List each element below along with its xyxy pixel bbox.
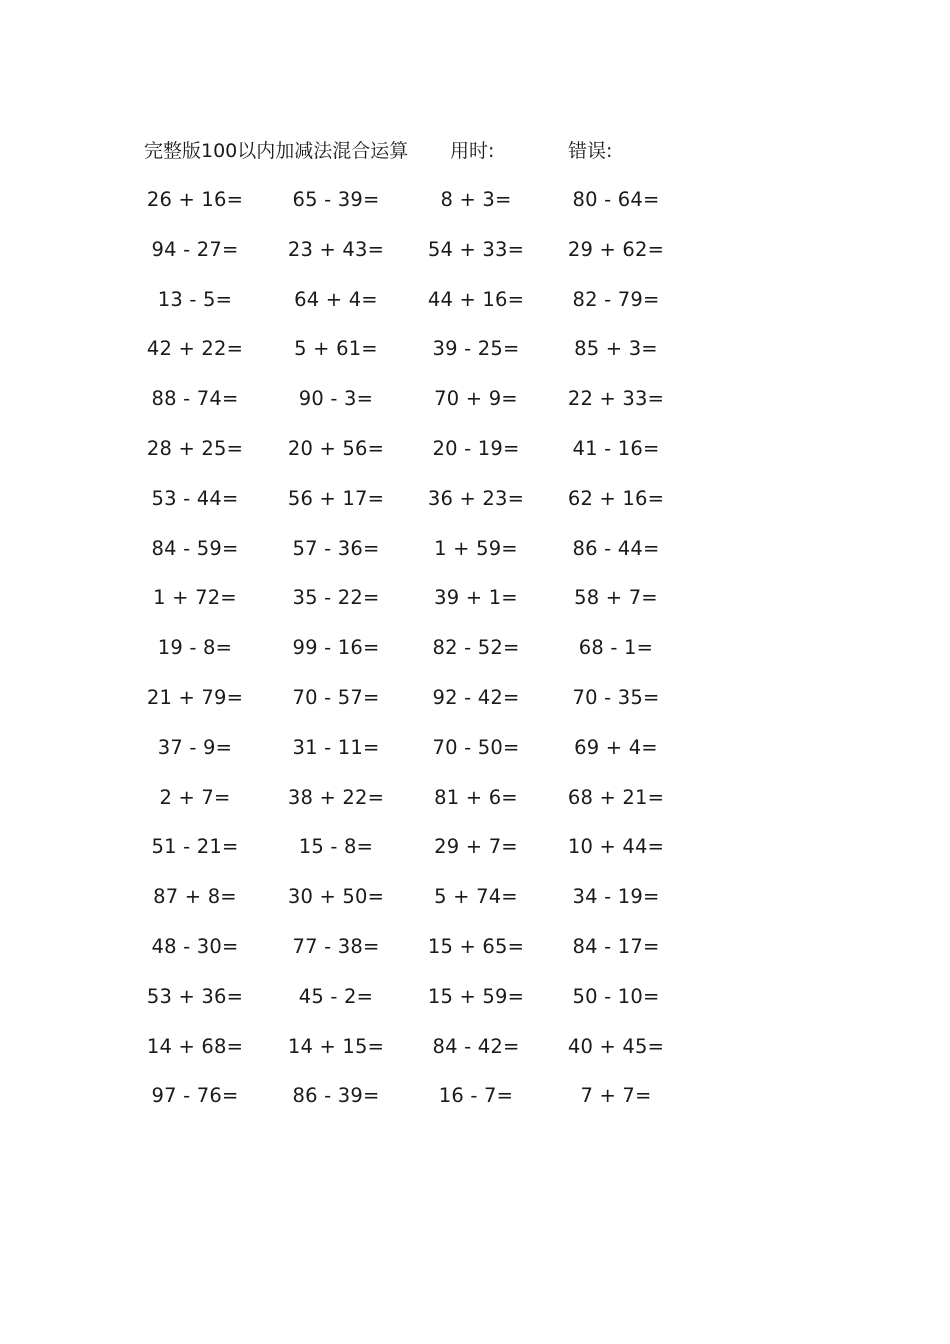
math-problem: 7 + 7= bbox=[580, 1084, 652, 1108]
math-problem: 56 + 17= bbox=[287, 486, 385, 510]
math-problem: 39 - 25= bbox=[432, 337, 520, 361]
math-problem: 77 - 38= bbox=[292, 934, 380, 958]
math-problem: 15 - 8= bbox=[298, 835, 374, 859]
errors-label: 错误: bbox=[568, 140, 613, 162]
problem-row bbox=[0, 185, 950, 235]
math-problem: 57 - 36= bbox=[292, 536, 380, 560]
math-problem: 69 + 4= bbox=[574, 735, 658, 759]
math-problem: 84 - 59= bbox=[151, 536, 239, 560]
problem-row bbox=[0, 484, 950, 534]
math-problem: 88 - 74= bbox=[151, 387, 239, 411]
math-problem: 99 - 16= bbox=[292, 636, 380, 660]
math-problem: 84 - 17= bbox=[572, 934, 660, 958]
math-problem: 29 + 62= bbox=[567, 237, 665, 261]
math-problem: 40 + 45= bbox=[567, 1034, 665, 1058]
math-problem: 54 + 33= bbox=[427, 237, 525, 261]
problem-row bbox=[0, 733, 950, 783]
math-problem: 22 + 33= bbox=[567, 387, 665, 411]
math-problem: 20 - 19= bbox=[432, 436, 520, 460]
math-problem: 44 + 16= bbox=[427, 287, 525, 311]
math-problem: 37 - 9= bbox=[157, 735, 233, 759]
math-problem: 51 - 21= bbox=[151, 835, 239, 859]
math-problem: 70 - 35= bbox=[572, 685, 660, 709]
problem-row bbox=[0, 334, 950, 384]
math-problem: 87 + 8= bbox=[153, 885, 237, 909]
math-problem: 29 + 7= bbox=[434, 835, 518, 859]
math-problem: 23 + 43= bbox=[287, 237, 385, 261]
math-problem: 15 + 65= bbox=[427, 934, 525, 958]
math-problem: 34 - 19= bbox=[572, 885, 660, 909]
math-problem: 86 - 39= bbox=[292, 1084, 380, 1108]
problem-row bbox=[0, 1081, 950, 1131]
math-problem: 50 - 10= bbox=[572, 984, 660, 1008]
math-problem: 13 - 5= bbox=[157, 287, 233, 311]
math-problem: 68 + 21= bbox=[567, 785, 665, 809]
problem-row bbox=[0, 384, 950, 434]
math-problem: 35 - 22= bbox=[292, 586, 380, 610]
math-problem: 64 + 4= bbox=[294, 287, 378, 311]
math-problem: 53 - 44= bbox=[151, 486, 239, 510]
problem-row bbox=[0, 932, 950, 982]
math-problem: 5 + 61= bbox=[294, 337, 378, 361]
math-problem: 20 + 56= bbox=[287, 436, 385, 460]
time-used-label: 用时: bbox=[450, 140, 495, 162]
math-problem: 14 + 15= bbox=[287, 1034, 385, 1058]
problem-grid bbox=[0, 185, 950, 1131]
math-problem: 70 - 50= bbox=[432, 735, 520, 759]
problem-row bbox=[0, 683, 950, 733]
math-problem: 10 + 44= bbox=[567, 835, 665, 859]
math-problem: 14 + 68= bbox=[146, 1034, 244, 1058]
math-problem: 97 - 76= bbox=[151, 1084, 239, 1108]
problem-row bbox=[0, 235, 950, 285]
math-problem: 86 - 44= bbox=[572, 536, 660, 560]
math-problem: 30 + 50= bbox=[287, 885, 385, 909]
problem-row bbox=[0, 982, 950, 1032]
problem-row bbox=[0, 882, 950, 932]
math-problem: 39 + 1= bbox=[434, 586, 518, 610]
math-problem: 38 + 22= bbox=[287, 785, 385, 809]
problem-row bbox=[0, 633, 950, 683]
math-problem: 8 + 3= bbox=[440, 188, 512, 211]
math-problem: 45 - 2= bbox=[298, 984, 374, 1008]
math-problem: 16 - 7= bbox=[438, 1084, 514, 1108]
math-problem: 80 - 64= bbox=[572, 188, 660, 211]
problem-row bbox=[0, 285, 950, 335]
math-problem: 48 - 30= bbox=[151, 934, 239, 958]
math-problem: 1 + 59= bbox=[434, 536, 518, 560]
math-problem: 92 - 42= bbox=[432, 685, 520, 709]
math-problem: 1 + 72= bbox=[153, 586, 237, 610]
math-problem: 5 + 74= bbox=[434, 885, 518, 909]
math-problem: 70 + 9= bbox=[434, 387, 518, 411]
math-problem: 94 - 27= bbox=[151, 237, 239, 261]
math-problem: 31 - 11= bbox=[292, 735, 380, 759]
math-problem: 28 + 25= bbox=[146, 436, 244, 460]
problem-row bbox=[0, 1032, 950, 1082]
math-problem: 65 - 39= bbox=[292, 188, 380, 211]
math-problem: 19 - 8= bbox=[157, 636, 233, 660]
math-problem: 62 + 16= bbox=[567, 486, 665, 510]
math-problem: 15 + 59= bbox=[427, 984, 525, 1008]
math-problem: 36 + 23= bbox=[427, 486, 525, 510]
math-problem: 82 - 52= bbox=[432, 636, 520, 660]
math-problem: 42 + 22= bbox=[146, 337, 244, 361]
problem-row bbox=[0, 434, 950, 484]
worksheet-title: 完整版100以内加减法混合运算 bbox=[144, 140, 409, 162]
math-problem: 82 - 79= bbox=[572, 287, 660, 311]
problem-row bbox=[0, 783, 950, 833]
math-problem: 53 + 36= bbox=[146, 984, 244, 1008]
problem-row bbox=[0, 583, 950, 633]
math-problem: 85 + 3= bbox=[574, 337, 658, 361]
problem-row bbox=[0, 832, 950, 882]
math-problem: 81 + 6= bbox=[434, 785, 518, 809]
math-problem: 58 + 7= bbox=[574, 586, 658, 610]
math-problem: 2 + 7= bbox=[159, 785, 231, 809]
math-problem: 90 - 3= bbox=[298, 387, 374, 411]
math-problem: 70 - 57= bbox=[292, 685, 380, 709]
math-problem: 84 - 42= bbox=[432, 1034, 520, 1058]
math-problem: 21 + 79= bbox=[146, 685, 244, 709]
math-problem: 26 + 16= bbox=[146, 188, 244, 211]
problem-row bbox=[0, 534, 950, 584]
math-problem: 41 - 16= bbox=[572, 436, 660, 460]
math-problem: 68 - 1= bbox=[578, 636, 654, 660]
